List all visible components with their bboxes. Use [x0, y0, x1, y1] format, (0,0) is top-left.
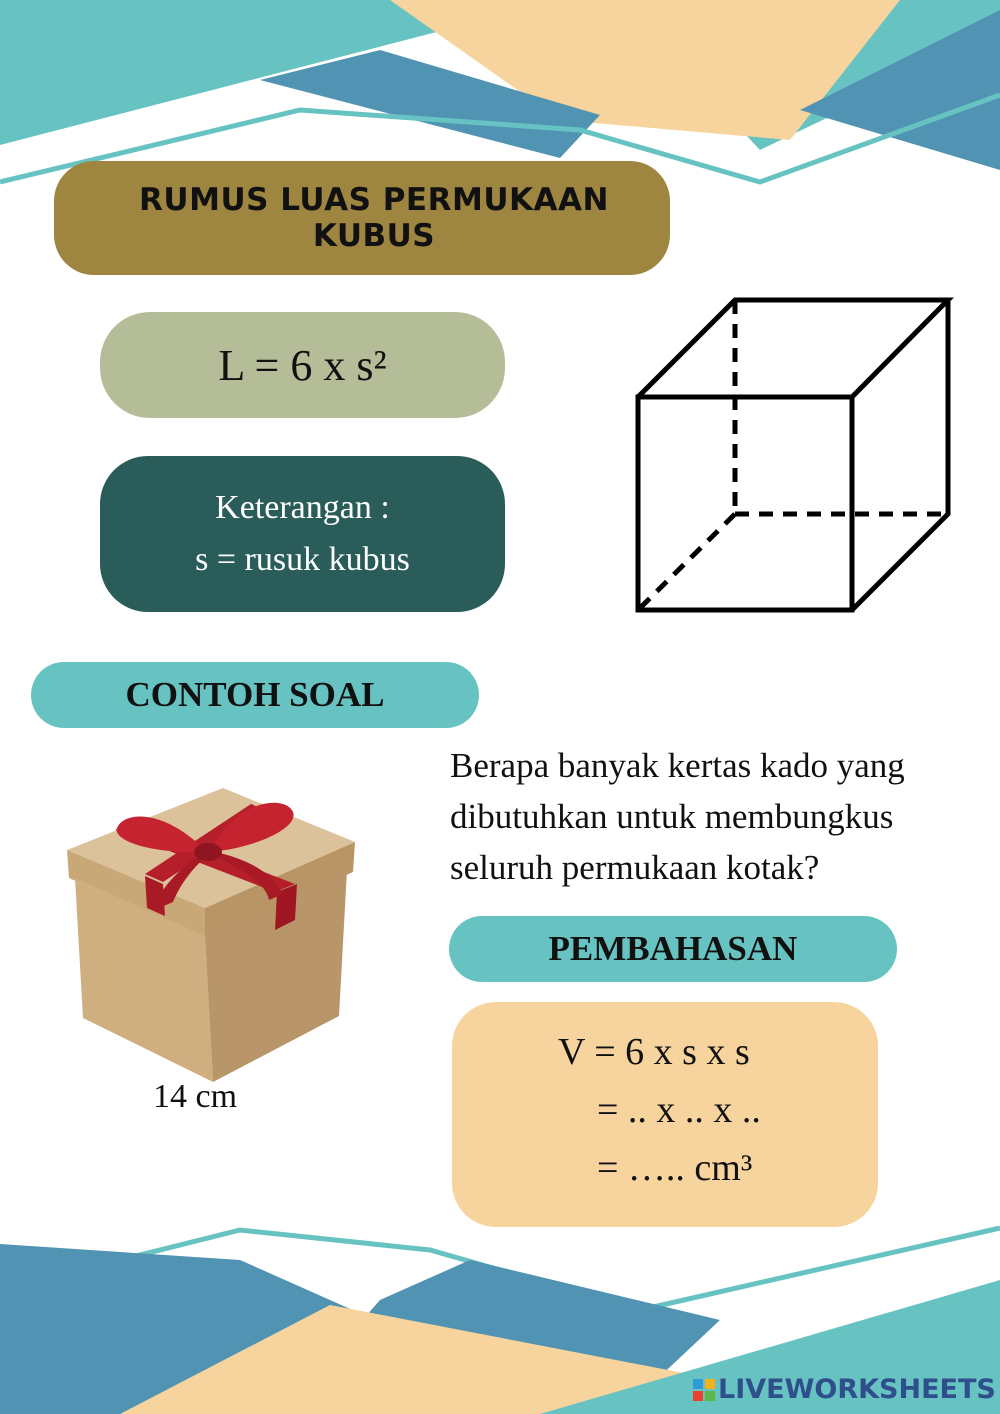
gift-box-image: [55, 770, 375, 1090]
pembahasan-header: [449, 916, 897, 982]
formula-text: L = 6 x s²: [218, 340, 387, 390]
solution-line-2: = .. x .. x ..: [597, 1089, 761, 1131]
liveworksheets-logo-icon: [693, 1379, 715, 1401]
solution-line-1: V = 6 x s x s: [558, 1031, 750, 1073]
contoh-soal-header: [31, 662, 479, 728]
page-title: RUMUS LUAS PERMUKAAN KUBUS: [139, 182, 609, 254]
cube-diagram: [620, 290, 970, 620]
box-size-label: 14 cm: [153, 1078, 238, 1115]
logo-text: LIVEWORKSHEETS: [718, 1374, 996, 1405]
keterangan-definition: s = rusuk kubus: [195, 541, 410, 578]
solution-line-3: = ….. cm³: [597, 1147, 753, 1189]
formula-box: [100, 312, 505, 418]
liveworksheets-logo: [693, 1374, 996, 1405]
title-banner: [54, 161, 670, 275]
question-text: Berapa banyak kertas kado yang dibutuhkan untuk membungkus seluruh permukaan kotak?: [450, 746, 905, 887]
pembahasan-label: PEMBAHASAN: [548, 929, 798, 968]
keterangan-label: Keterangan :: [215, 489, 390, 526]
keterangan-box: [100, 456, 505, 612]
contoh-soal-label: CONTOH SOAL: [125, 675, 385, 714]
solution-box: [452, 1002, 878, 1227]
